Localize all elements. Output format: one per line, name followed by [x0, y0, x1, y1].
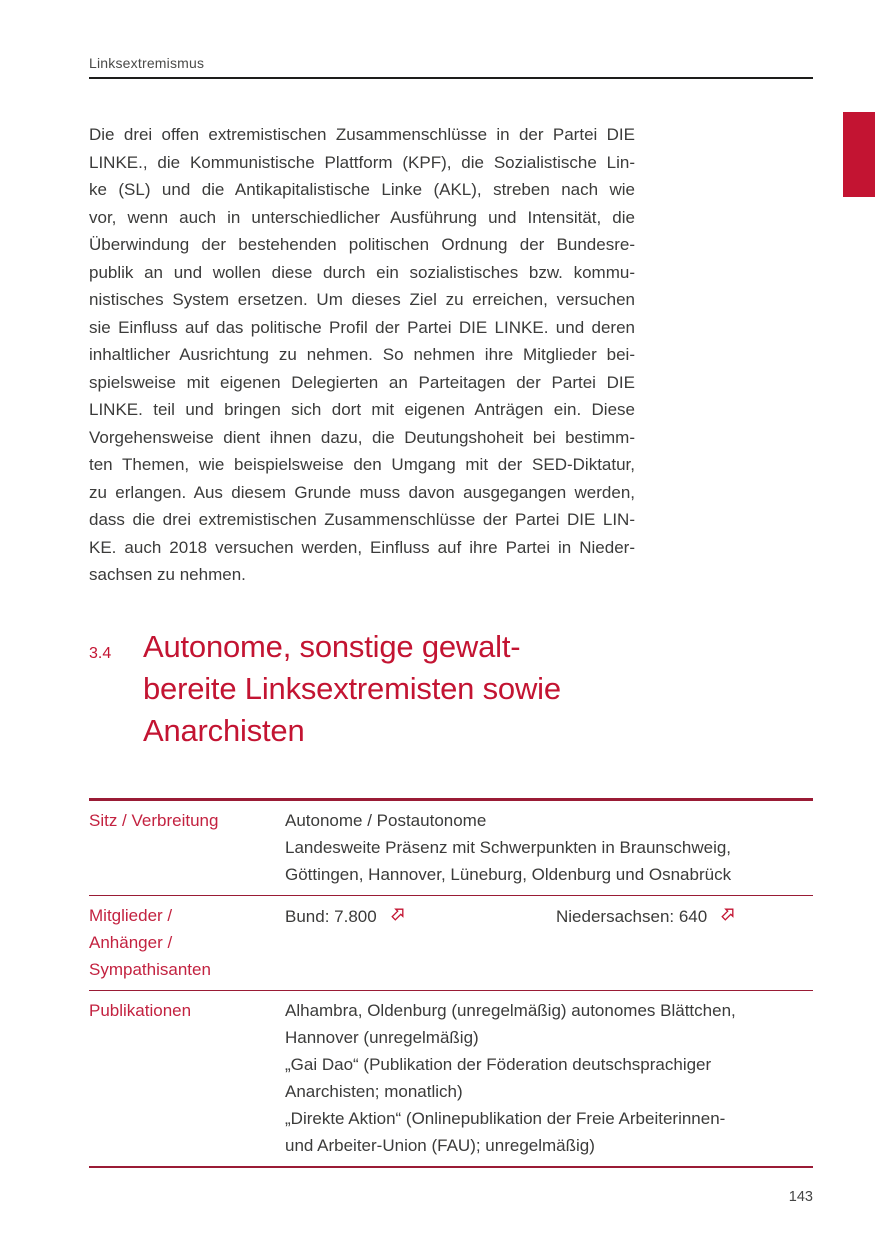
value-line: Göttingen, Hannover, Lüneburg, Oldenburg und Osnabrück	[285, 865, 732, 884]
body-line: publik an und wollen diese durch ein sozialistisches bzw. kommu-	[89, 262, 635, 282]
value-line: Alhambra, Oldenburg (unregelmäßig) autonomes Blättchen,	[285, 1001, 736, 1020]
row-value	[285, 902, 813, 983]
stat-niedersachsen-value: Niedersachsen: 640	[556, 906, 708, 926]
heading-line: Autonome, sonstige gewalt-	[143, 629, 521, 664]
heading-line: Anarchisten	[143, 713, 305, 748]
row-label-line: Mitglieder /	[89, 906, 173, 925]
body-line: dass die drei extremistischen Zusammenschlüsse der Partei DIE LIN-	[89, 510, 635, 529]
trend-up-icon	[390, 903, 406, 930]
value-line: und Arbeiter-Union (FAU); unregelmäßig)	[285, 1136, 595, 1155]
table-row-mitglieder	[89, 896, 813, 991]
row-label-line: Publikationen	[89, 1001, 192, 1020]
row-label	[89, 902, 285, 983]
section-number: 3.4	[89, 645, 112, 662]
body-line: vor, wenn auch in unterschiedlicher Ausführung und Intensität, die	[89, 207, 635, 227]
table-row-publikationen	[89, 991, 813, 1168]
body-line: spielsweise mit eigenen Delegierten an Parteitagen der Partei DIE	[89, 372, 635, 392]
body-line: Vorgehensweise dient ihnen dazu, die Deutungshoheit bei bestimm-	[89, 427, 635, 447]
body-line: nistisches System ersetzen. Um dieses Ziel zu erreichen, versuchen	[89, 290, 635, 309]
body-line: LINKE., die Kommunistische Plattform (KPF), die Sozialistische Lin-	[89, 152, 635, 172]
row-label-line: Anhänger /	[89, 933, 173, 952]
body-line: LINKE. teil und bringen sich dort mit eigenen Anträgen ein. Diese	[89, 400, 635, 419]
table-row-sitz-verbreitung	[89, 801, 813, 896]
body-paragraph	[89, 121, 635, 589]
row-value	[285, 807, 813, 888]
row-label	[89, 997, 285, 1159]
value-line: Autonome / Postautonome	[285, 811, 487, 830]
row-value	[285, 997, 813, 1159]
row-label	[89, 807, 285, 888]
membership-stats	[285, 902, 813, 930]
header-rule	[89, 77, 813, 79]
body-line: KE. auch 2018 versuchen werden, Einfluss auf ihre Partei in Nieder-	[89, 537, 635, 557]
chapter-marker-tab	[843, 112, 875, 197]
stat-niedersachsen	[556, 902, 736, 930]
value-line: „Gai Dao“ (Publikation der Föderation deutschsprachiger	[285, 1055, 712, 1074]
body-line: ten Themen, wie beispielsweise den Umgang mit der SED-Diktatur,	[89, 455, 635, 474]
page-number: 143	[788, 1189, 813, 1205]
running-header	[89, 55, 204, 71]
stat-bund	[285, 902, 556, 930]
row-label-line: Sympathisanten	[89, 960, 211, 979]
info-table	[89, 798, 813, 1168]
value-line: Landesweite Präsenz mit Schwerpunkten in Braunschweig,	[285, 838, 732, 857]
value-line: Hannover (unregelmäßig)	[285, 1028, 479, 1047]
body-line: Die drei offen extremistischen Zusammenschlüsse in der Partei DIE	[89, 125, 635, 144]
body-line: inhaltlicher Ausrichtung zu nehmen. So nehmen ihre Mitglieder bei-	[89, 345, 635, 364]
body-line: zu erlangen. Aus diesem Grunde muss davon ausgegangen werden,	[89, 482, 635, 502]
value-line: Anarchisten; monatlich)	[285, 1082, 463, 1101]
body-line: sachsen zu nehmen.	[89, 565, 246, 584]
body-line: ke (SL) und die Antikapitalistische Linke (AKL), streben nach wie	[89, 180, 635, 199]
section-heading	[143, 626, 561, 752]
trend-up-icon	[720, 903, 736, 930]
heading-line: bereite Linksextremisten sowie	[143, 671, 561, 706]
row-label-line: Sitz / Verbreitung	[89, 811, 219, 830]
body-line: sie Einfluss auf das politische Profil der Partei DIE LINKE. und deren	[89, 317, 635, 337]
running-header-label: Linksextremismus	[89, 55, 205, 71]
stat-bund-value: Bund: 7.800	[285, 906, 377, 926]
value-line: „Direkte Aktion“ (Onlinepublikation der Freie Arbeiterinnen-	[285, 1109, 726, 1128]
body-line: Überwindung der bestehenden politischen Ordnung der Bundesre-	[89, 235, 635, 254]
